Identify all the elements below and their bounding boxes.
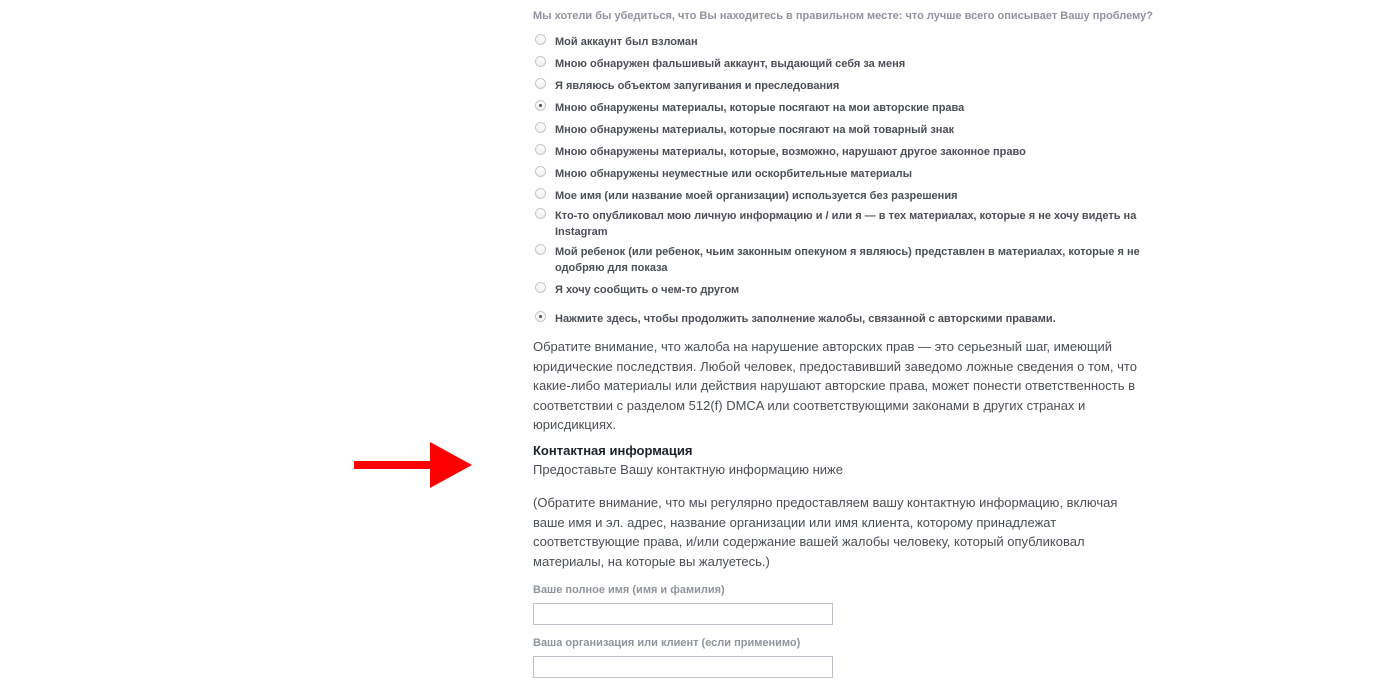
radio-button[interactable] bbox=[535, 34, 546, 45]
radio-label[interactable]: Я хочу сообщить о чем-то другом bbox=[555, 284, 740, 296]
organization-label: Ваша организация или клиент (если применимо) bbox=[533, 637, 801, 649]
organization-input[interactable] bbox=[533, 656, 833, 678]
radio-button[interactable] bbox=[535, 208, 546, 219]
radio-button[interactable] bbox=[535, 78, 546, 89]
radio-button[interactable] bbox=[535, 122, 546, 133]
radio-label[interactable]: Мое имя (или название моей организации) используется без разрешения bbox=[555, 190, 958, 202]
radio-label[interactable]: Мною обнаружен фальшивый аккаунт, выдающий себя за меня bbox=[555, 58, 906, 70]
radio-label[interactable]: Мой ребенок (или ребенок, чьим законным опекуном я являюсь) представлен в материалах, которые я не одобряю для показа bbox=[555, 246, 1140, 274]
radio-label[interactable]: Мой аккаунт был взломан bbox=[555, 36, 698, 48]
radio-button[interactable] bbox=[535, 282, 546, 293]
radio-label[interactable]: Нажмите здесь, чтобы продолжить заполнение жалобы, связанной с авторскими правами. bbox=[555, 313, 1056, 325]
radio-label[interactable]: Мною обнаружены материалы, которые, возможно, нарушают другое законное право bbox=[555, 146, 1026, 158]
radio-button[interactable] bbox=[535, 56, 546, 67]
contact-disclaimer: (Обратите внимание, что мы регулярно предоставляем вашу контактную информацию, включая ваше имя и эл. адрес, название организации или имя клиента, которому принадлежат соответствующие права, и/или содержание вашей жалобы человеку, который опубликовал материалы, на которые вы жалуетесь.) bbox=[533, 495, 1118, 569]
radio-button[interactable] bbox=[535, 166, 546, 177]
full-name-label: Ваше полное имя (имя и фамилия) bbox=[533, 584, 725, 596]
radio-button-checked[interactable] bbox=[535, 311, 546, 322]
red-arrow-icon bbox=[354, 442, 472, 488]
contact-section-subtitle: Предоставьте Вашу контактную информацию ниже bbox=[533, 462, 843, 477]
radio-button[interactable] bbox=[535, 244, 546, 255]
problem-question: Мы хотели бы убедиться, что Вы находитесь в правильном месте: что лучше всего описывает Вашу проблему? bbox=[533, 10, 1153, 22]
radio-button-checked[interactable] bbox=[535, 100, 546, 111]
radio-button[interactable] bbox=[535, 188, 546, 199]
radio-label[interactable]: Мною обнаружены материалы, которые посягают на мой товарный знак bbox=[555, 124, 955, 136]
radio-label[interactable]: Я являюсь объектом запугивания и преследования bbox=[555, 80, 840, 92]
radio-label[interactable]: Мною обнаружены материалы, которые посягают на мои авторские права bbox=[555, 102, 965, 114]
full-name-input[interactable] bbox=[533, 603, 833, 625]
legal-notice: Обратите внимание, что жалоба на нарушение авторских прав — это серьезный шаг, имеющий юридические последствия. Любой человек, предоставивший заведомо ложные сведения о том, что какие-либо материалы или действия нарушают авторские права, может понести ответственность в соответствии с разделом 512(f) DMCA или соответствующими законами в других странах и юрисдикциях. bbox=[533, 339, 1137, 432]
contact-section-title: Контактная информация bbox=[533, 443, 693, 458]
radio-button[interactable] bbox=[535, 144, 546, 155]
radio-label[interactable]: Мною обнаружены неуместные или оскорбительные материалы bbox=[555, 168, 913, 180]
radio-label[interactable]: Кто-то опубликовал мою личную информацию и / или я — в тех материалах, которые я не хочу видеть на Instagram bbox=[555, 210, 1137, 238]
